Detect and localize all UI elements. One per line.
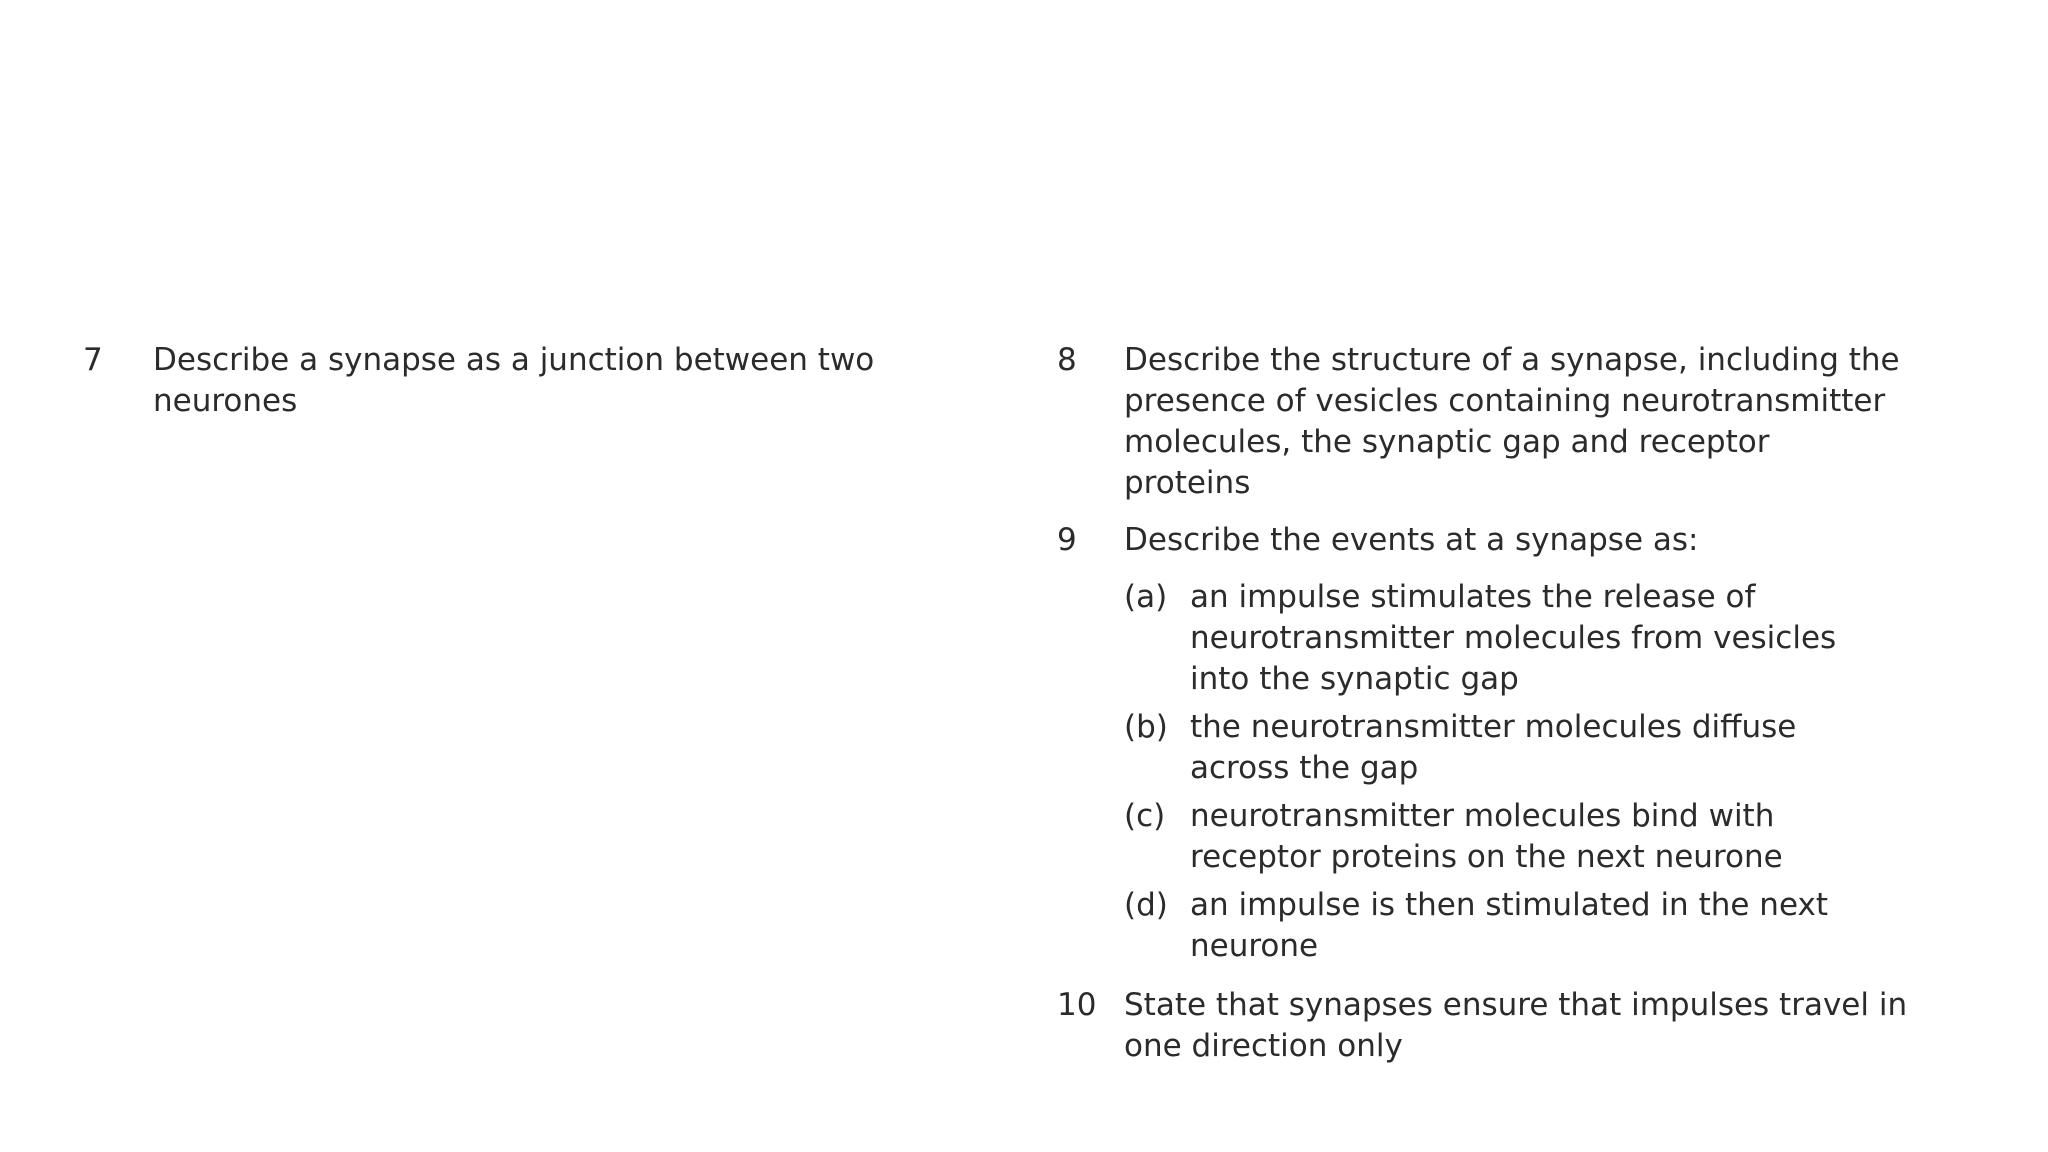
text-line: neurone bbox=[1190, 928, 1319, 964]
item-text bbox=[1124, 340, 1900, 504]
item-number: 7 bbox=[83, 342, 103, 378]
item-text bbox=[1124, 985, 1907, 1067]
item-number: 8 bbox=[1057, 342, 1077, 378]
item-number: 9 bbox=[1057, 522, 1077, 558]
subitem-label: (c) bbox=[1124, 798, 1166, 834]
text-line: into the synaptic gap bbox=[1190, 661, 1519, 697]
subitem-label: (d) bbox=[1124, 887, 1168, 923]
subitem-text bbox=[1190, 707, 1796, 789]
text-line: an impulse stimulates the release of bbox=[1190, 579, 1756, 615]
item-number: 10 bbox=[1057, 987, 1097, 1023]
text-line: Describe the structure of a synapse, including the bbox=[1124, 342, 1900, 378]
text-line: an impulse is then stimulated in the next bbox=[1190, 887, 1828, 923]
subitem-text bbox=[1190, 796, 1783, 878]
item-text bbox=[153, 340, 874, 422]
subitem-label: (b) bbox=[1124, 709, 1168, 745]
text-line: receptor proteins on the next neurone bbox=[1190, 839, 1783, 875]
text-line: Describe the events at a synapse as: bbox=[1124, 522, 1699, 558]
subitem-text bbox=[1190, 885, 1828, 967]
text-line: neurotransmitter molecules bind with bbox=[1190, 798, 1775, 834]
text-line: the neurotransmitter molecules diffuse bbox=[1190, 709, 1797, 745]
text-line: proteins bbox=[1124, 465, 1251, 501]
subitem-text bbox=[1190, 577, 1836, 700]
text-line: State that synapses ensure that impulses travel in bbox=[1124, 987, 1908, 1023]
subitem-label: (a) bbox=[1124, 579, 1168, 615]
text-line: Describe a synapse as a junction between two bbox=[153, 342, 875, 378]
text-line: one direction only bbox=[1124, 1028, 1403, 1064]
text-line: neurotransmitter molecules from vesicles bbox=[1190, 620, 1837, 656]
text-line: across the gap bbox=[1190, 750, 1419, 786]
item-text bbox=[1124, 520, 1698, 561]
text-line: neurones bbox=[153, 383, 298, 419]
text-line: molecules, the synaptic gap and receptor bbox=[1124, 424, 1770, 460]
text-line: presence of vesicles containing neurotransmitter bbox=[1124, 383, 1886, 419]
